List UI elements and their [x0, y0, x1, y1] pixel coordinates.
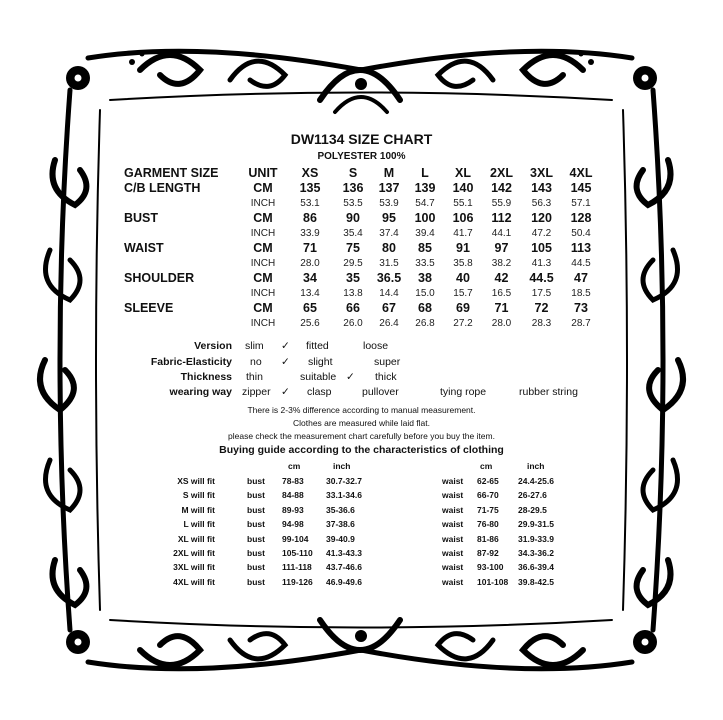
table-row	[124, 241, 598, 256]
guide-cell: 94-98	[282, 519, 304, 530]
guide-cell: 39.8-42.5	[518, 576, 554, 587]
guide-cell: waist	[442, 504, 464, 515]
unit-cell: INCH	[250, 258, 276, 269]
guide-cell: 33.1-34.6	[326, 490, 362, 501]
guide-unit-header: cm	[288, 461, 301, 471]
guide-cell: bust	[247, 548, 265, 558]
guide-cell: 71-75	[477, 504, 499, 515]
guide-cell: bust	[247, 490, 265, 501]
value-cell: 36.5	[376, 271, 402, 285]
feature-option: super	[374, 356, 401, 368]
feature-option: suitable	[300, 371, 337, 383]
value-cell: 33.5	[415, 258, 435, 269]
check-icon: ✓	[346, 371, 355, 383]
value-cell: 26.4	[379, 318, 399, 329]
guide-cell: waist	[442, 533, 464, 544]
guide-cell: 87-92	[477, 548, 499, 558]
value-cell: 38.2	[491, 258, 512, 269]
value-cell: 91	[456, 241, 470, 255]
material-label: POLYESTER 100%	[317, 151, 406, 162]
unit-cell: CM	[253, 241, 273, 255]
feature-option: slight	[308, 356, 333, 368]
guide-cell: bust	[247, 562, 265, 573]
value-cell: 55.9	[491, 198, 512, 209]
guide-unit-header: inch	[527, 461, 545, 471]
feature-label: Thickness	[180, 371, 232, 383]
value-cell: 26.8	[415, 318, 435, 329]
guide-cell: 62-65	[477, 476, 499, 486]
value-cell: 16.5	[491, 288, 512, 299]
table-row	[124, 301, 598, 316]
guide-cell: 41.3-43.3	[326, 548, 362, 558]
value-cell: 35.4	[343, 228, 363, 239]
unit-header: UNIT	[248, 166, 278, 180]
value-cell: 53.9	[379, 198, 399, 209]
value-cell: 34	[303, 271, 317, 285]
value-cell: 17.5	[531, 288, 552, 299]
value-cell: 54.7	[415, 198, 435, 209]
guide-cell: bust	[247, 533, 265, 544]
feature-label: Fabric-Elasticity	[150, 356, 232, 368]
value-cell: 73	[574, 301, 588, 315]
value-cell: 13.4	[300, 288, 320, 299]
guide-size-label: S will fit	[182, 490, 215, 501]
value-cell: 41.7	[453, 228, 473, 239]
unit-cell: CM	[253, 301, 273, 315]
value-cell: 57.1	[571, 198, 591, 209]
guide-unit-header: inch	[333, 461, 351, 471]
guide-size-label: 2XL will fit	[173, 548, 215, 558]
guide-cell: 34.3-36.2	[518, 548, 554, 558]
feature-option: zipper	[242, 386, 271, 398]
guide-cell: 26-27.6	[518, 490, 547, 501]
value-cell: 27.2	[453, 318, 473, 329]
guide-cell: 111-118	[282, 562, 312, 573]
guide-cell: 43.7-46.6	[326, 562, 362, 573]
value-cell: 80	[382, 241, 396, 255]
guide-size-label: 3XL will fit	[173, 562, 215, 573]
guide-size-label: L will fit	[183, 519, 215, 530]
feature-option: no	[250, 356, 262, 368]
table-row	[124, 226, 598, 241]
value-cell: 41.3	[531, 258, 552, 269]
size-header: S	[348, 166, 358, 180]
value-cell: 35	[346, 271, 360, 285]
feature-option: thick	[375, 371, 397, 383]
value-cell: 53.1	[300, 198, 320, 209]
guide-cell: 119-126	[282, 576, 313, 587]
guide-cell: 99-104	[282, 533, 309, 544]
value-cell: 47	[574, 271, 588, 285]
value-cell: 47.2	[531, 228, 552, 239]
feature-option: clasp	[307, 386, 332, 398]
value-cell: 28.3	[531, 318, 552, 329]
feature-label: wearing way	[169, 386, 232, 398]
value-cell: 139	[414, 181, 436, 195]
guide-cell: bust	[247, 476, 265, 486]
value-cell: 68	[418, 301, 432, 315]
guide-cell: 46.9-49.6	[326, 576, 362, 587]
guide-cell: 78-83	[282, 476, 304, 486]
value-cell: 25.6	[300, 318, 320, 329]
measure-name: BUST	[124, 211, 159, 225]
table-row	[124, 256, 598, 271]
guide-cell: 24.4-25.6	[518, 476, 554, 486]
measure-name: WAIST	[124, 241, 164, 255]
table-row	[124, 196, 598, 211]
guide-cell: 84-88	[282, 490, 304, 501]
feature-option: fitted	[306, 340, 329, 352]
chart-title: DW1134 SIZE CHART	[290, 131, 433, 147]
value-cell: 69	[456, 301, 470, 315]
value-cell: 97	[494, 241, 509, 255]
value-cell: 85	[418, 241, 432, 255]
note-line: Clothes are measured while laid flat.	[292, 418, 430, 428]
value-cell: 35.8	[453, 258, 473, 269]
guide-cell: 35-36.6	[326, 504, 355, 515]
value-cell: 44.5	[571, 258, 591, 269]
value-cell: 33.9	[300, 228, 320, 239]
feature-option: slim	[245, 340, 264, 352]
value-cell: 18.5	[571, 288, 591, 299]
value-cell: 135	[299, 181, 321, 195]
garment-size-header: GARMENT SIZE	[124, 166, 219, 180]
value-cell: 142	[491, 181, 512, 195]
value-cell: 38	[418, 271, 432, 285]
value-cell: 71	[494, 301, 509, 315]
guide-cell: 29.9-31.5	[518, 519, 554, 530]
value-cell: 112	[491, 211, 512, 225]
table-row	[124, 211, 598, 226]
value-cell: 28.7	[571, 318, 591, 329]
value-cell: 28.0	[300, 258, 320, 269]
value-cell: 28.0	[491, 318, 512, 329]
value-cell: 55.1	[453, 198, 473, 209]
guide-cell: waist	[442, 562, 464, 573]
guide-cell: waist	[442, 576, 464, 587]
value-cell: 67	[382, 301, 396, 315]
guide-cell: 105-110	[282, 548, 313, 558]
size-header: XS	[301, 166, 319, 180]
guide-cell: 30.7-32.7	[326, 476, 362, 486]
measure-name: SHOULDER	[124, 271, 195, 285]
value-cell: 136	[342, 181, 364, 195]
value-cell: 44.1	[491, 228, 512, 239]
size-table	[124, 166, 598, 331]
guide-cell: bust	[247, 504, 265, 515]
value-cell: 100	[414, 211, 436, 225]
guide-size-label: M will fit	[181, 504, 215, 515]
check-icon: ✓	[281, 356, 290, 368]
value-cell: 42	[494, 271, 509, 285]
value-cell: 37.4	[379, 228, 399, 239]
value-cell: 113	[570, 241, 592, 255]
value-cell: 143	[531, 181, 552, 195]
table-header-row	[124, 166, 598, 181]
value-cell: 44.5	[529, 271, 554, 285]
check-icon: ✓	[281, 386, 290, 398]
size-header: L	[421, 166, 429, 180]
buying-guide-title: Buying guide according to the characteristics of clothing	[219, 444, 504, 456]
unit-cell: CM	[253, 211, 273, 225]
value-cell: 29.5	[343, 258, 363, 269]
value-cell: 106	[452, 211, 474, 225]
value-cell: 145	[570, 181, 592, 195]
value-cell: 15.0	[415, 288, 435, 299]
feature-option: thin	[246, 371, 263, 383]
value-cell: 137	[378, 181, 400, 195]
value-cell: 75	[346, 241, 360, 255]
guide-cell: waist	[442, 476, 464, 486]
unit-cell: INCH	[250, 288, 276, 299]
value-cell: 14.4	[379, 288, 399, 299]
check-icon: ✓	[281, 340, 290, 352]
size-header: 4XL	[569, 166, 593, 180]
value-cell: 90	[346, 211, 360, 225]
guide-cell: waist	[442, 490, 464, 501]
value-cell: 140	[452, 181, 474, 195]
unit-cell: INCH	[250, 198, 276, 209]
guide-cell: 101-108	[477, 576, 509, 587]
table-row	[124, 316, 598, 331]
feature-option: tying rope	[440, 386, 487, 398]
value-cell: 40	[456, 271, 470, 285]
feature-option: pullover	[362, 386, 399, 398]
value-cell: 65	[303, 301, 317, 315]
guide-cell: bust	[247, 576, 265, 587]
size-header: M	[383, 166, 395, 180]
unit-cell: INCH	[250, 318, 276, 329]
guide-cell: 89-93	[282, 504, 304, 515]
unit-cell: CM	[253, 181, 273, 195]
guide-cell: 39-40.9	[326, 533, 355, 544]
guide-cell: 66-70	[477, 490, 499, 501]
value-cell: 120	[531, 211, 552, 225]
guide-cell: waist	[442, 548, 464, 558]
size-header: XL	[455, 166, 471, 180]
value-cell: 53.5	[343, 198, 363, 209]
value-cell: 15.7	[453, 288, 473, 299]
guide-cell: 76-80	[477, 519, 499, 530]
table-row	[124, 181, 598, 196]
guide-cell: bust	[247, 519, 265, 530]
value-cell: 71	[303, 241, 317, 255]
value-cell: 13.8	[343, 288, 363, 299]
size-header: 3XL	[530, 166, 553, 180]
feature-option: loose	[363, 340, 389, 352]
feature-label: Version	[194, 340, 232, 352]
guide-size-label: XL will fit	[177, 533, 215, 544]
value-cell: 95	[382, 211, 396, 225]
unit-cell: INCH	[250, 228, 276, 239]
note-line: please check the measurement chart carefully before you buy the item.	[228, 431, 495, 441]
value-cell: 56.3	[531, 198, 552, 209]
guide-size-label: 4XL will fit	[173, 576, 215, 587]
value-cell: 86	[303, 211, 317, 225]
guide-cell: waist	[442, 519, 464, 530]
value-cell: 50.4	[571, 228, 591, 239]
guide-cell: 37-38.6	[326, 519, 355, 530]
guide-size-label: XS will fit	[177, 476, 215, 486]
measure-name: SLEEVE	[124, 301, 174, 315]
guide-cell: 81-86	[477, 533, 499, 544]
size-header: 2XL	[490, 166, 513, 180]
value-cell: 66	[346, 301, 360, 315]
guide-cell: 93-100	[477, 562, 504, 573]
guide-cell: 36.6-39.4	[518, 562, 554, 573]
feature-option: rubber string	[519, 386, 578, 398]
table-row	[124, 271, 598, 286]
guide-cell: 28-29.5	[518, 504, 547, 515]
table-row	[124, 286, 598, 301]
measure-name: C/B LENGTH	[124, 181, 201, 195]
value-cell: 105	[531, 241, 552, 255]
value-cell: 39.4	[415, 228, 435, 239]
value-cell: 31.5	[379, 258, 399, 269]
guide-cell: 31.9-33.9	[518, 533, 554, 544]
note-line: There is 2-3% difference according to manual measurement.	[247, 405, 476, 415]
value-cell: 72	[534, 301, 549, 315]
value-cell: 128	[570, 211, 592, 225]
value-cell: 26.0	[343, 318, 363, 329]
guide-unit-header: cm	[480, 461, 493, 471]
unit-cell: CM	[253, 271, 273, 285]
